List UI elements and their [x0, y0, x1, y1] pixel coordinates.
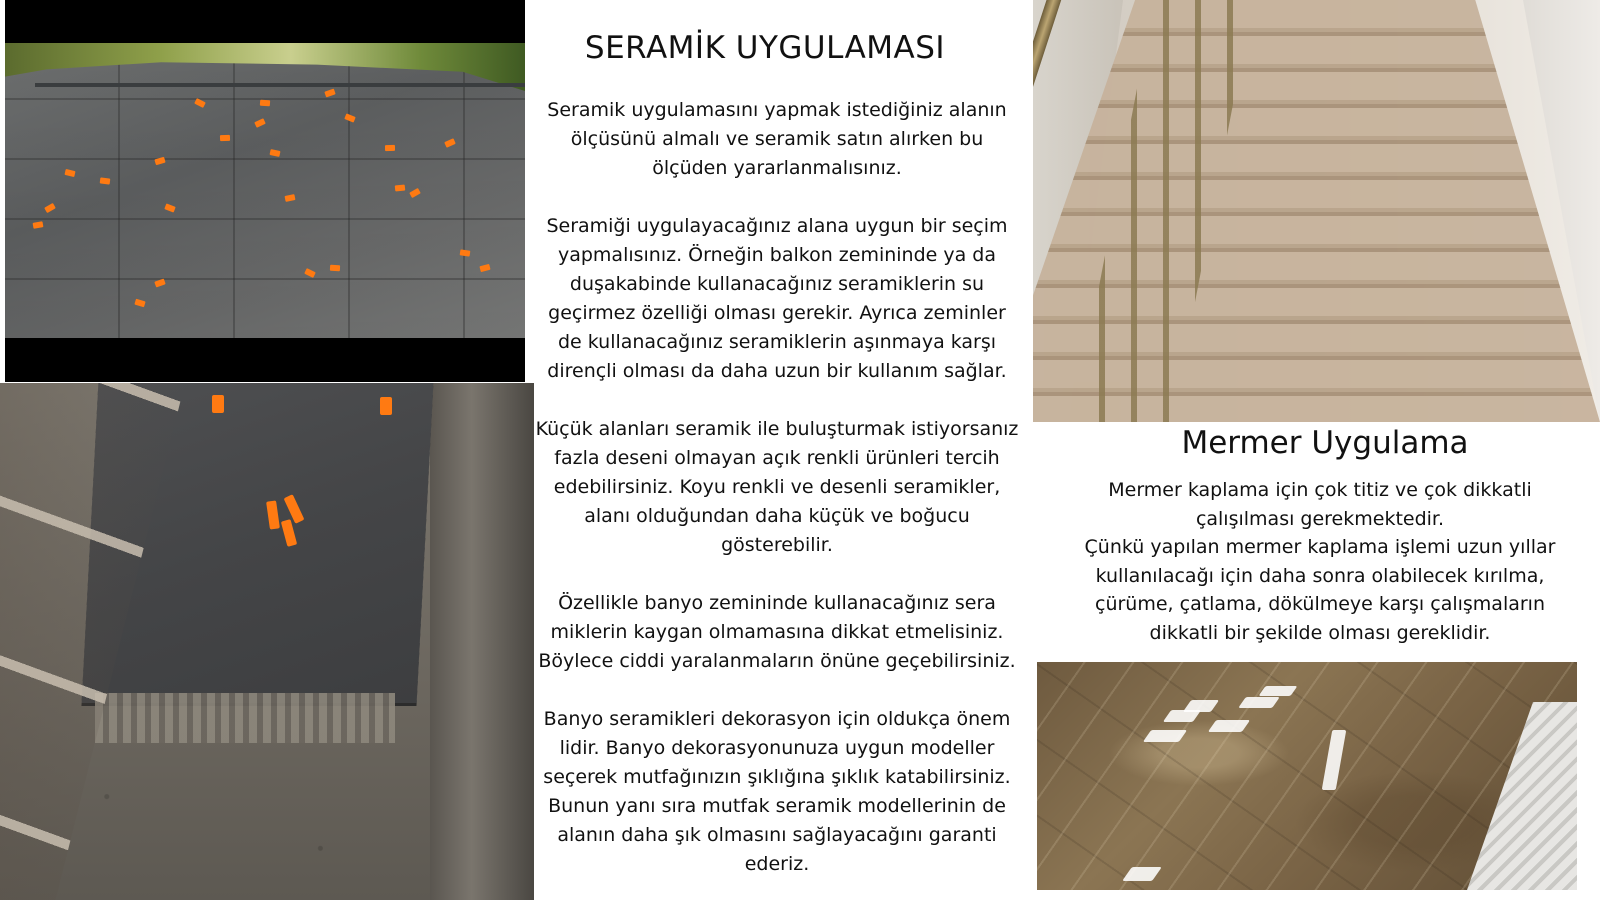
leveling-clip [380, 397, 392, 415]
ceramic-paragraph: Seramiği uygulayacağınız alana uygun bir seçim yapmalısınız. Örneğin balkon zemininde ya da duşakabinde kullanacağınız seramiklerin su geçirmez özelliği olması gerekir. Ayrıca zeminler de kullanacağınız seramiklerin aşınmaya karşı dirençli olması da daha uzun bir kullanım sağlar. [546, 215, 1008, 382]
ceramic-paragraph: Özellikle banyo zemininde kullanacağınız sera miklerin kaygan olmamasına dikkat etmelisiniz. Böylece ciddi yaralanmaların önüne geçebilirsiniz. [538, 592, 1016, 672]
tile-spacer [220, 135, 230, 141]
ceramic-section-title: SERAMİK UYGULAMASI [584, 30, 946, 66]
marble-section-title: Mermer Uygulama [1181, 425, 1469, 461]
marble-line: Mermer kaplama için çok titiz ve çok dikkatli çalışılması gerekmektedir. [1108, 479, 1532, 530]
tile-spacer [385, 145, 395, 151]
ceramic-paragraph: Banyo seramikleri dekorasyon için oldukça önem lidir. Banyo dekorasyonunuza uygun modeller seçerek mutfağınızın şıklığına şıklık katabilirsiniz. Bunun yanı sıra mutfak seramik modellerinin de alanın daha şık olmasını sağlayacağını garanti ederiz. [543, 708, 1011, 875]
tile-spacer [100, 177, 111, 184]
ceramic-section-text [534, 96, 1020, 908]
tile-spacer [260, 100, 270, 107]
tile-spacer [460, 249, 471, 256]
gray-floor-tiles [5, 43, 525, 338]
marble-line: Çünkü yapılan mermer kaplama işlemi uzun yıllar kullanılacağı için daha sonra olabilecek kırılma, çürüme, çatlama, dökülmeye karşı çalışmaların dikkatli bir şekilde olması gereklidir. [1084, 536, 1556, 644]
balcony-rail [35, 43, 525, 87]
tile-spacer [395, 184, 406, 191]
marble-floor-photo [1037, 662, 1577, 890]
ceramic-paragraph: Küçük alanları seramik ile buluşturmak istiyorsanız fazla deseni olmayan açık renkli ürünleri tercih edebilirsiniz. Koyu renkli ve desenli seramikler, alanı olduğundan daha küçük ve boğucu gösterebilir. [535, 418, 1019, 556]
balcony-tiling-photo [5, 0, 525, 382]
tile-spacer [330, 265, 340, 272]
curb-edge [430, 383, 534, 900]
notched-mortar [95, 693, 395, 743]
ceramic-paragraph: Seramik uygulamasını yapmak istediğiniz alanın ölçüsünü almalı ve seramik satın alırken bu ölçüden yararlanmalısınız. [547, 99, 1007, 179]
leveling-clip [212, 395, 224, 413]
marble-section-text [1060, 476, 1580, 647]
marble-staircase-photo [1033, 0, 1600, 422]
tile-laying-photo [0, 383, 534, 900]
